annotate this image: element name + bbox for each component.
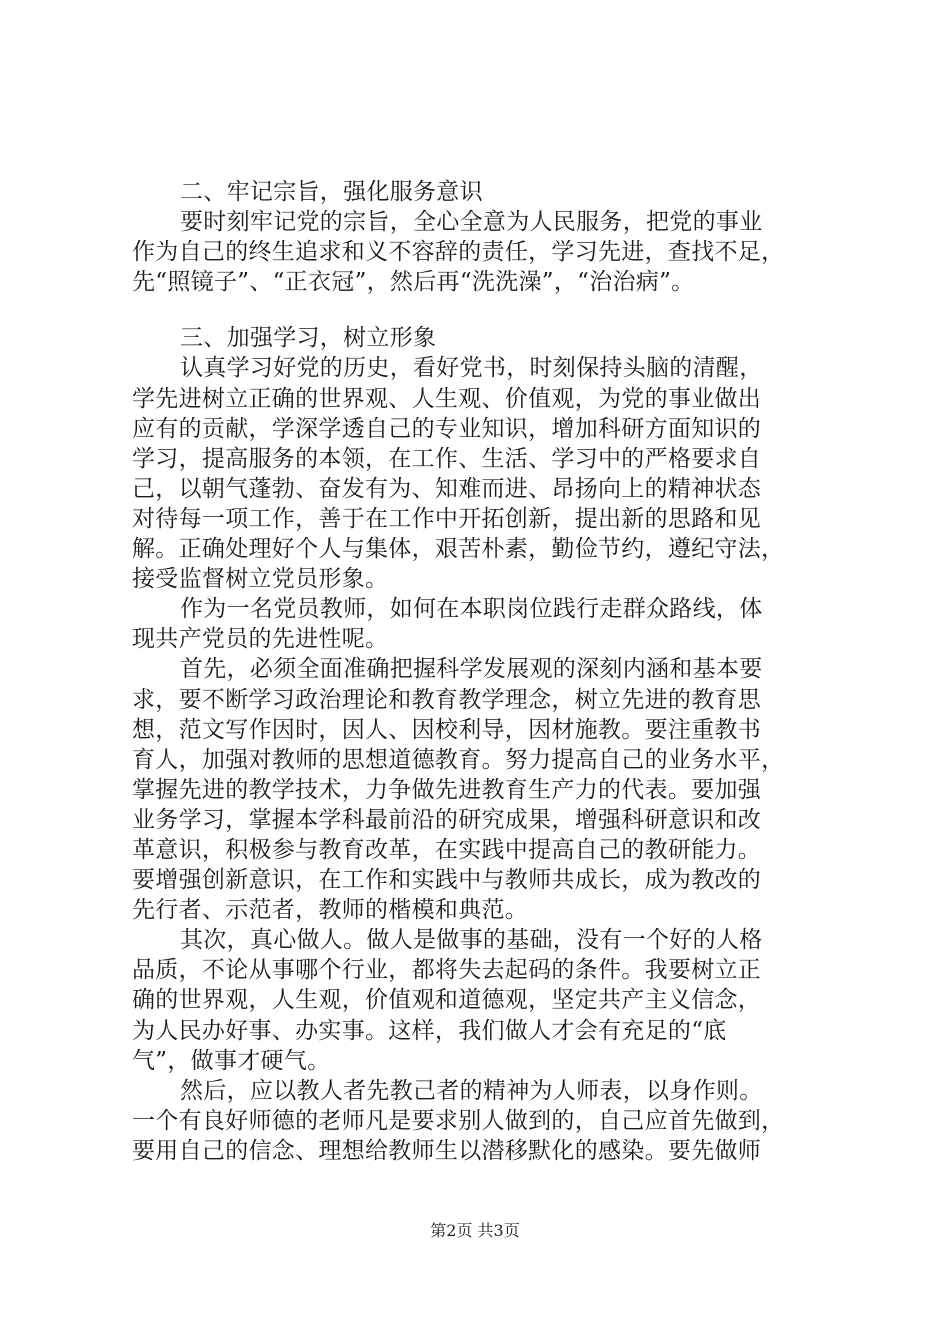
text-line: 要用自己的信念、理想给教师生以潜移默化的感染。要先做师 <box>132 1137 762 1164</box>
text-line: 气”，做事才硬气。 <box>132 1047 331 1074</box>
text-line: 学先进树立正确的世界观、人生观、价值观，为党的事业做出 <box>132 385 762 412</box>
text-line: 育人，加强对教师的思想道德教育。努力提高自己的业务水平， <box>132 746 785 773</box>
text-line: 对待每一项工作，善于在工作中开拓创新，提出新的思路和见 <box>132 505 762 532</box>
text-line: 品质，不论从事哪个行业，都将失去起码的条件。我要树立正 <box>132 957 762 984</box>
page-number-footer: 第2页 共3页 <box>430 1221 520 1240</box>
text-line: 首先，必须全面准确把握科学发展观的深刻内涵和基本要 <box>180 656 763 683</box>
text-line: 解。正确处理好个人与集体，艰苦朴素，勤俭节约，遵纪守法， <box>132 536 785 563</box>
document-body <box>132 177 832 1166</box>
text-line: 掌握先进的教学技术，力争做先进教育生产力的代表。要加强 <box>132 776 762 803</box>
text-line: 想，范文写作因时，因人、因校利导，因材施教。要注重教书 <box>132 716 762 743</box>
text-line: 作为一名党员教师，如何在本职岗位践行走群众路线，体 <box>180 596 763 623</box>
text-line: 己，以朝气蓬勃、奋发有为、知难而进、昂扬向上的精神状态 <box>132 475 762 502</box>
text-line: 然后，应以教人者先教己者的精神为人师表，以身作则。 <box>180 1077 763 1104</box>
text-line: 学习，提高服务的本领，在工作、生活、学习中的严格要求自 <box>132 445 762 472</box>
text-line: 革意识，积极参与教育改革，在实践中提高自己的教研能力。 <box>132 836 762 863</box>
text-line: 业务学习，掌握本学科最前沿的研究成果，增强科研意识和改 <box>132 806 762 833</box>
text-line: 认真学习好党的历史，看好党书，时刻保持头脑的清醒， <box>180 355 763 382</box>
text-line: 现共产党员的先进性呢。 <box>132 626 389 653</box>
text-line: 要时刻牢记党的宗旨，全心全意为人民服务，把党的事业 <box>180 209 763 236</box>
text-line: 求，要不断学习政治理论和教育教学理念，树立先进的教育思 <box>132 686 762 713</box>
text-line: 确的世界观，人生观，价值观和道德观，坚定共产主义信念， <box>132 987 762 1014</box>
text-line: 要增强创新意识，在工作和实践中与教师共成长，成为教改的 <box>132 867 762 894</box>
text-line: 先“照镜子”、“正衣冠”，然后再“洗洗澡”，“治治病”。 <box>132 269 695 296</box>
text-line: 为人民办好事、办实事。这样，我们做人才会有充足的“底 <box>132 1017 727 1044</box>
section-heading: 二、牢记宗旨，强化服务意识 <box>180 179 483 205</box>
text-line: 一个有良好师德的老师凡是要求别人做到的，自己应首先做到， <box>132 1107 785 1134</box>
text-line: 作为自己的终生追求和义不容辞的责任，学习先进，查找不足， <box>132 239 785 266</box>
text-line: 其次，真心做人。做人是做事的基础，没有一个好的人格 <box>180 927 763 954</box>
text-line: 接受监督树立党员形象。 <box>132 566 389 593</box>
section-heading: 三、加强学习，树立形象 <box>180 325 437 352</box>
section-gap <box>132 297 832 323</box>
text-line: 应有的贡献，学深学透自己的专业知识，增加科研方面知识的 <box>132 415 762 442</box>
text-line: 先行者、示范者，教师的楷模和典范。 <box>132 897 529 924</box>
